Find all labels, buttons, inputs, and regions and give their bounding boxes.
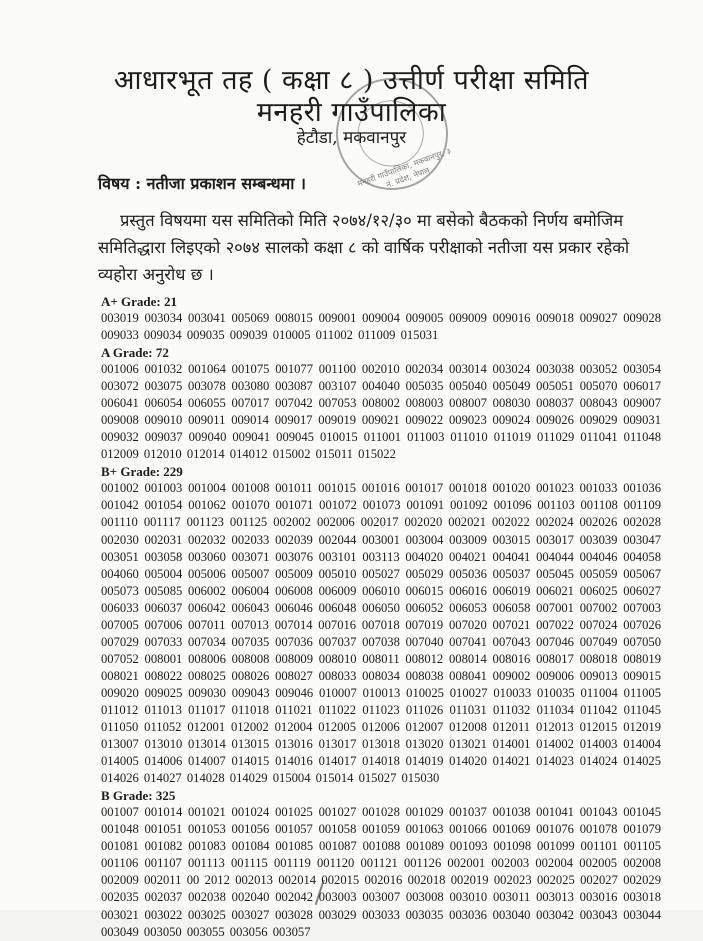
seal-text: मनहरी गाउँपालिका, मकवानपुर, ३ नं. प्रदेश, नेपाल xyxy=(356,146,453,190)
symbol-number-list: 001007 001014 001021 001024 001025 001027 001028 001029 001037 001038 001041 001043 001045 001048 001051 001053 001056 001057 001058 001059 001063 001066 001069 001076 001078 001079 001081 001082 001083 001084 001085 001087 001088 001089 001093 001098 001099 001101 001105 001106 001107 001113 001115 001119 001120 001121 001126 002001 002003 002004 002005 002008 002009 002011 00 2012 002013 002014 002015 002016 002018 002019 002023 002025 002027 002029 002035 002037 002038 002040 002042 003003 003007 003008 003010 003011 003013 003016 003018 003021 003022 003025 003027 003028 003029 003033 003035 003036 003040 003042 003043 003044 003049 003050 003055 003056 003057 xyxy=(101,805,661,939)
grade-heading: A+ Grade: 21 xyxy=(101,294,178,309)
grade-section-b-plus xyxy=(101,463,661,787)
committee-title: आधारभूत तह ( कक्षा ८ ) उत्तीर्ण परीक्षा समिति xyxy=(113,65,590,96)
grade-section-a-plus xyxy=(101,293,661,344)
location-line: हेटौडा, मकवानपुर xyxy=(296,128,407,148)
municipality-title: मनहरी गाउँपालिका xyxy=(256,97,447,128)
symbol-number-list: 003019 003034 003041 005069 008015 009001 009004 009005 009009 009016 009018 009027 009028 009033 009034 009035 009039 010005 011002 011009 015031 xyxy=(101,311,661,343)
grade-results xyxy=(101,293,661,941)
grade-heading: B Grade: 325 xyxy=(101,788,176,804)
body-paragraph-text: प्रस्तुत विषयमा यस समितिको मिति २०७४/१२/३० मा बसेको बैठकको निर्णय बमोजिम समितिद्धारा लिइएको २०७४ सालको कक्षा ८ को वार्षिक परीक्षाको नतीजा यस प्रकार रहेको व्यहोरा अनुरोध छ । xyxy=(98,211,630,284)
grade-section-a xyxy=(101,344,661,463)
subject-line: विषय : नतीजा प्रकाशन सम्बन्धमा । xyxy=(98,174,306,193)
symbol-number-list: 001002 001003 001004 001008 001011 001015 001016 001017 001018 001020 001023 001033 001036 001042 001054 001062 001070 001071 001072 001073 001091 001092 001096 001103 001108 001109 001110 001117 001123 001125 002002 002006 002017 002020 002021 002022 002024 002026 002028 002030 002031 002032 002033 002039 002044 003001 003004 003009 003015 003017 003039 003047 003051 003058 003060 003071 003076 003101 003113 004020 004021 004041 004044 004046 004058 004060 005004 005006 005007 005009 005010 005027 005029 005036 005037 005045 005059 005067 005073 005085 006002 006004 006008 006009 006010 006015 006016 006019 006021 006025 006027 006033 006037 006042 006043 006046 006048 006050 006052 006053 006058 007001 007002 007003 007005 007006 007011 007013 007014 007016 007018 007019 007020 007021 007022 007024 007026 007029 007033 007034 007035 007036 007037 007038 007040 007041 007043 007046 007049 007050 007052 008001 008006 008008 008009 008010 008011 008012 008014 008016 008017 008018 008019 008021 008022 008025 008026 008027 008033 008034 008038 008041 009002 009006 009013 009015 009020 009025 009030 009043 009046 010007 010013 010025 010027 010033 010035 011004 011005 011012 011013 011017 011018 011021 011022 011023 011026 011031 011032 011034 011042 011045 011050 011052 012001 012002 012004 012005 012006 012007 012008 012011 012013 012015 012019 013007 013010 013014 013015 013016 013017 013018 013020 013021 014001 014002 014003 014004 014005 014006 014007 014015 014016 014017 014018 014019 014020 014021 014023 014024 014025 014026 014027 014028 014029 015004 015014 015027 015030 xyxy=(101,481,661,786)
grade-section-b xyxy=(101,787,661,940)
body-paragraph xyxy=(98,207,638,288)
symbol-number-list: 001006 001032 001064 001075 001077 001100 002010 002034 003014 003024 003038 003052 003054 003072 003075 003078 003080 003087 003107 004040 005035 005040 005049 005051 005070 006017 006041 006054 006055 007017 007042 007053 008002 008003 008007 008030 008037 008043 009007 009008 009010 009011 009014 009017 009019 009021 009022 009023 009024 009026 009029 009031 009032 009037 009040 009041 009045 010015 011001 011003 011010 011019 011029 011041 011048 012009 012010 012014 014012 015002 015011 015022 xyxy=(101,362,661,462)
grade-heading: A Grade: 72 xyxy=(101,345,169,361)
grade-heading: B+ Grade: 229 xyxy=(101,464,183,480)
